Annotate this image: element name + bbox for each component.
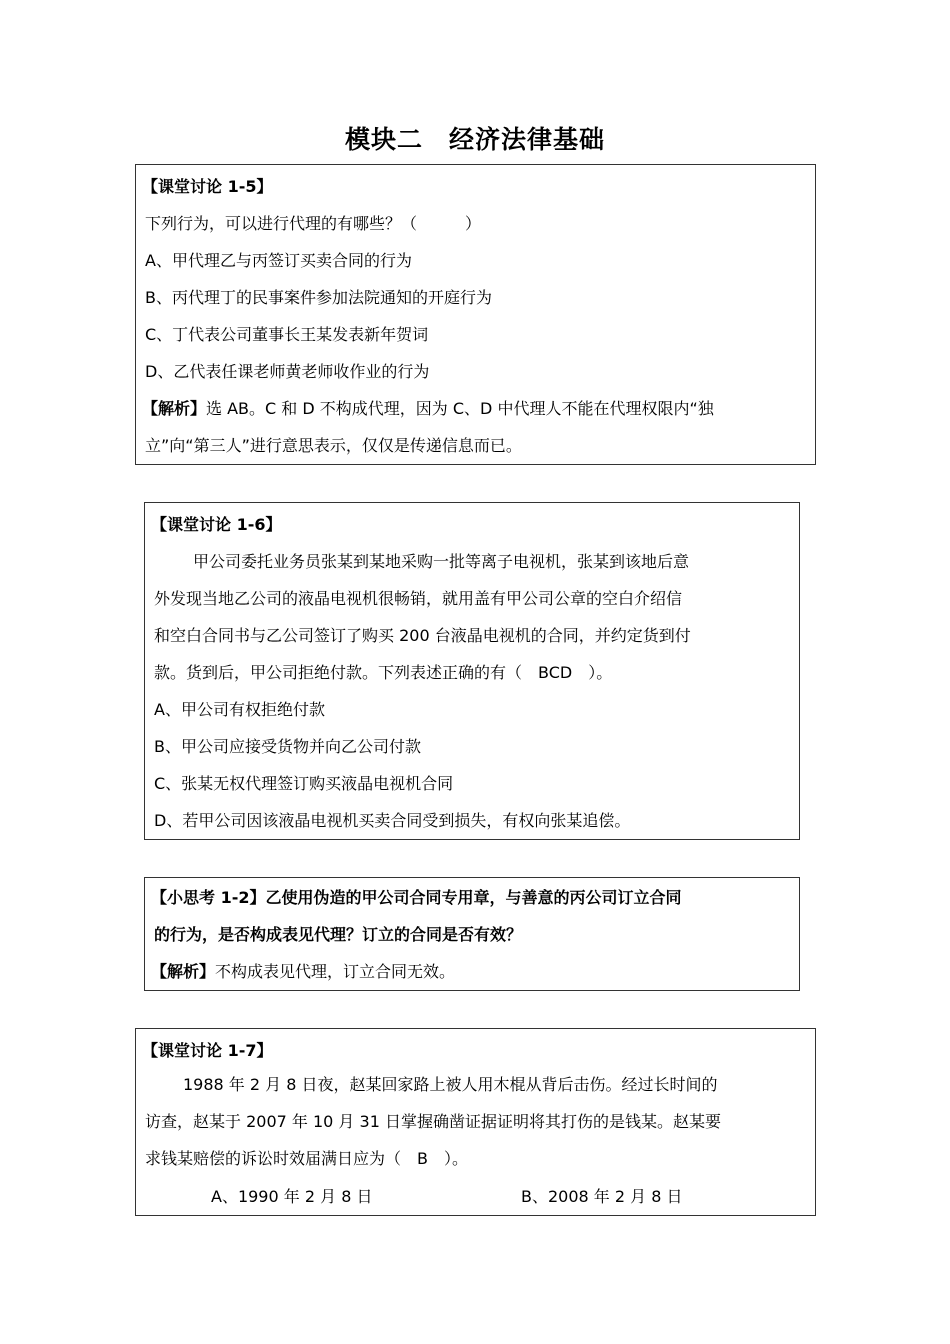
body-line-2: 外发现当地乙公司的液晶电视机很畅销，就用盖有甲公司公章的空白介绍信	[154, 589, 683, 608]
box-header: 【课堂讨论 1-5】	[142, 177, 273, 196]
body-line-3: 和空白合同书与乙公司签订了购买 200 台液晶电视机的合同，并约定货到付	[154, 626, 691, 645]
discussion-box-1-6	[144, 502, 800, 840]
analysis-line-2: 立”向“第三人”进行意思表示，仅仅是传递信息而已。	[145, 436, 522, 455]
analysis-label: 【解析】	[142, 399, 207, 418]
think-question-line-2: 的行为，是否构成表见代理？订立的合同是否有效？	[154, 925, 523, 944]
body-line-2: 访查，赵某于 2007 年 10 月 31 日掌握确凿证据证明将其打伤的是钱某。赵某要	[145, 1112, 721, 1131]
option-c: C、丁代表公司董事长王某发表新年贺词	[145, 325, 429, 344]
body-line-1: 甲公司委托业务员张某到某地采购一批等离子电视机，张某到该地后意	[193, 552, 690, 571]
analysis-line	[151, 962, 455, 982]
think-question-line-1: 【小思考 1-2】乙使用伪造的甲公司合同专用章，与善意的丙公司订立合同	[151, 888, 682, 907]
option-a: A、甲公司有权拒绝付款	[154, 700, 325, 719]
option-d: D、若甲公司因该液晶电视机买卖合同受到损失，有权向张某追偿。	[154, 811, 631, 830]
body-line-3: 求钱某赔偿的诉讼时效届满日应为（ B ）。	[145, 1149, 468, 1168]
option-b: B、甲公司应接受货物并向乙公司付款	[154, 737, 421, 756]
body-line-1: 1988 年 2 月 8 日夜，赵某回家路上被人用木棍从背后击伤。经过长时间的	[183, 1075, 718, 1094]
box-header: 【课堂讨论 1-6】	[151, 515, 282, 534]
option-b: B、2008 年 2 月 8 日	[521, 1187, 683, 1206]
option-d: D、乙代表任课老师黄老师收作业的行为	[145, 362, 430, 381]
analysis-line-1	[142, 399, 714, 419]
option-c: C、张某无权代理签订购买液晶电视机合同	[154, 774, 454, 793]
question-text: 下列行为，可以进行代理的有哪些？（ ）	[145, 214, 482, 233]
analysis-label: 【解析】	[151, 962, 216, 981]
think-box-1-2	[144, 877, 800, 991]
analysis-text: 选 AB。C 和 D 不构成代理，因为 C、D 中代理人不能在代理权限内“独	[206, 399, 714, 418]
box-header: 【课堂讨论 1-7】	[142, 1041, 273, 1060]
discussion-box-1-5	[135, 164, 816, 465]
analysis-text: 不构成表见代理，订立合同无效。	[215, 962, 456, 981]
option-a: A、甲代理乙与丙签订买卖合同的行为	[145, 251, 412, 270]
option-b: B、丙代理丁的民事案件参加法院通知的开庭行为	[145, 288, 492, 307]
body-line-4: 款。货到后，甲公司拒绝付款。下列表述正确的有（ BCD ）。	[154, 663, 613, 682]
page-title: 模块二 经济法律基础	[344, 125, 605, 154]
option-a: A、1990 年 2 月 8 日	[211, 1187, 373, 1206]
discussion-box-1-7	[135, 1028, 816, 1216]
